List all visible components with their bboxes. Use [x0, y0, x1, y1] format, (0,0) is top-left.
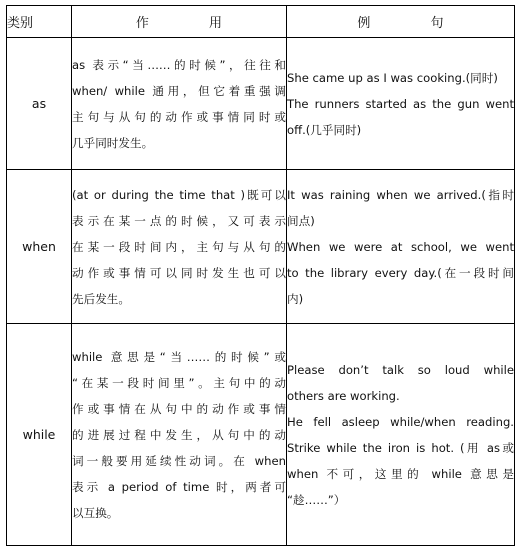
example-cell	[287, 170, 515, 324]
usage-cell	[72, 170, 287, 324]
usage-line: when/ while 通用，但它着重强调	[72, 83, 286, 98]
table-row-while	[7, 324, 515, 546]
example-line: to the library every day.(在一段时间	[287, 265, 514, 280]
usage-line: “在某一段时间里”。主句中的动	[72, 375, 286, 390]
category-cell: while	[7, 324, 72, 546]
grammar-table	[6, 5, 515, 546]
example-line: She came up as I was cooking.(同时)	[287, 70, 498, 85]
example-line: He fell asleep while/when reading.	[287, 414, 514, 429]
category-cell: when	[7, 170, 72, 324]
header-usage: 作 用	[72, 6, 287, 38]
example-line: when 不可，这里的 while 意思是	[287, 466, 514, 481]
example-line: others are working.	[287, 388, 400, 403]
usage-cell	[72, 324, 287, 546]
example-line: Please don’t talk so loud while	[287, 362, 514, 377]
header-example: 例 句	[287, 6, 515, 38]
table-row-when	[7, 170, 515, 324]
usage-line: 先后发生。	[72, 291, 130, 306]
usage-line: 词一般要用延续性动词。在 when	[72, 453, 286, 468]
table-row-as	[7, 38, 515, 170]
usage-line: 在某一段时间内，主句与从句的	[72, 239, 286, 254]
example-line: It was raining when we arrived.(指时	[287, 187, 514, 202]
category-cell: as	[7, 38, 72, 170]
example-line: When we were at school, we went	[287, 239, 514, 254]
usage-line: (at or during the time that )既可以	[72, 187, 286, 202]
usage-line: 几乎同时发生。	[72, 135, 154, 150]
usage-line: 表示 a period of time 时，两者可	[72, 479, 286, 494]
example-line: “趁……”）	[287, 492, 346, 507]
usage-line: 主句与从句的动作或事情同时或	[72, 109, 286, 124]
example-line: off.(几乎同时)	[287, 122, 362, 137]
usage-line: 动作或事情可以同时发生也可以	[72, 265, 286, 280]
usage-line: 表示在某一点的时候，又可表示	[72, 213, 286, 228]
usage-line: as 表示“当……的时候”，往往和	[72, 57, 286, 72]
usage-line: 以互换。	[72, 505, 119, 520]
usage-line: while 意思是“当……的时候”或	[72, 349, 286, 364]
example-line: 间点)	[287, 213, 315, 228]
example-line: Strike while the iron is hot. (用 as或	[287, 440, 514, 455]
example-line: 内)	[287, 291, 304, 306]
usage-cell	[72, 38, 287, 170]
usage-line: 的进展过程中发生，从句中的动	[72, 427, 286, 442]
example-line: The runners started as the gun went	[287, 96, 514, 111]
example-cell	[287, 324, 515, 546]
header-category: 类别	[7, 6, 72, 38]
table-header-row	[7, 6, 515, 38]
usage-line: 作或事情在从句中的动作或事情	[72, 401, 286, 416]
example-cell	[287, 38, 515, 170]
